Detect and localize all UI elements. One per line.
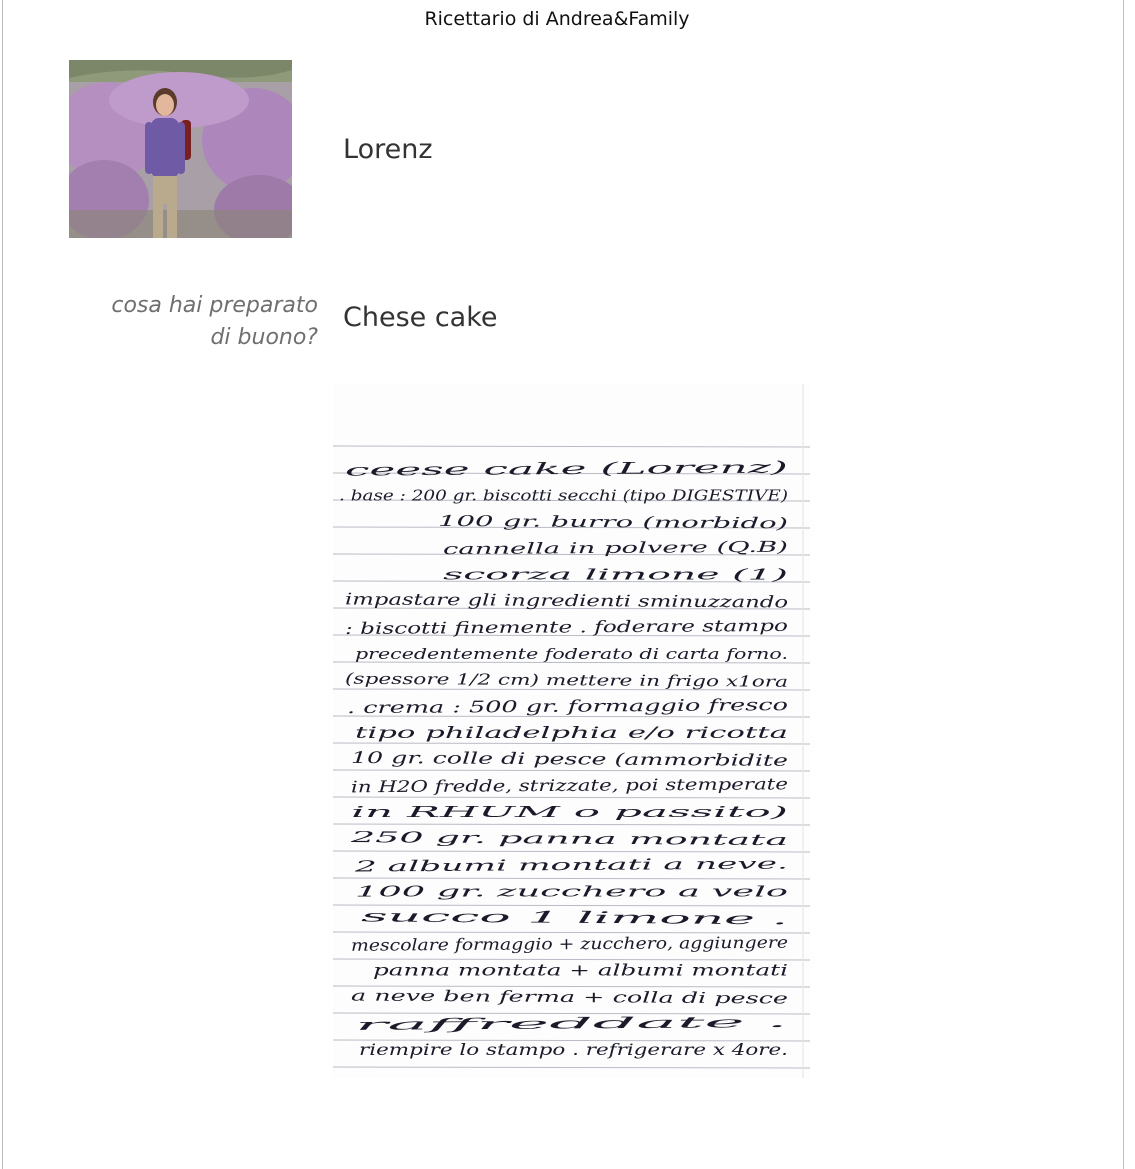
handwritten-line: 100 gr. burro (morbido) xyxy=(437,511,619,532)
author-name: Lorenz xyxy=(343,134,433,165)
prompt-question-line2: di buono? xyxy=(210,325,318,350)
ruled-line xyxy=(333,1067,810,1068)
handwritten-line: in RHUM o passito) xyxy=(351,803,789,822)
handwritten-line: (spessore 1/2 cm) mettere in frigo x1ora xyxy=(344,669,653,690)
handwritten-line: riempire lo stampo . refrigerare x 4ore. xyxy=(359,1039,788,1059)
handwritten-line: raffreddate . xyxy=(354,1015,451,1034)
author-photo xyxy=(69,60,292,238)
handwritten-line: 2 albumi montati a neve. xyxy=(354,856,544,876)
ruled-line xyxy=(333,851,810,852)
handwritten-recipe-note xyxy=(333,384,810,1078)
handwritten-line: impastare gli ingredienti sminuzzando xyxy=(344,589,658,611)
handwritten-line: : biscotti finemente . foderare stampo xyxy=(344,616,652,638)
handwritten-line: . crema : 500 gr. formaggio fresco xyxy=(346,696,624,718)
handwritten-line: succo 1 limone . xyxy=(360,906,493,927)
ruled-line xyxy=(333,770,810,771)
handwritten-line: a neve ben ferma + colla di pesce xyxy=(350,986,609,1007)
ruled-line xyxy=(333,824,810,825)
ruled-line xyxy=(333,743,810,744)
prompt-question xyxy=(60,290,318,354)
handwritten-line: scorza limone (1) xyxy=(443,565,789,584)
handwritten-line: . base : 200 gr. biscotti secchi (tipo DIGESTIVE) xyxy=(339,486,789,505)
handwritten-line: 10 gr. colle di pesce (ammorbidite xyxy=(350,747,629,769)
handwritten-line: panna montata + albumi montati xyxy=(373,960,788,980)
handwritten-line: cannella in polvere (Q.B) xyxy=(442,538,632,559)
ruled-line xyxy=(333,878,810,879)
handwritten-line: 250 gr. panna montata xyxy=(350,828,524,848)
ruled-line xyxy=(333,797,810,798)
prompt-question-line1: cosa hai preparato xyxy=(111,293,318,318)
page-frame-left xyxy=(2,0,3,1169)
handwritten-line: tipo philadelphia e/o ricotta xyxy=(355,723,788,742)
handwritten-line: mescolare formaggio + zucchero, aggiungere xyxy=(350,933,723,955)
handwritten-line: 100 gr. zucchero a velo xyxy=(355,882,788,901)
handwritten-line: in H2O fredde, strizzate, poi stemperate xyxy=(350,775,680,797)
handwritten-line: ceese cake (Lorenz) xyxy=(344,459,508,480)
site-title: Ricettario di Andrea&Family xyxy=(424,8,690,30)
handwritten-line: precedentemente foderato di carta forno. xyxy=(355,644,788,663)
ruled-line xyxy=(333,446,810,447)
recipe-title: Chese cake xyxy=(343,302,498,333)
page-frame-right xyxy=(1123,0,1124,1169)
